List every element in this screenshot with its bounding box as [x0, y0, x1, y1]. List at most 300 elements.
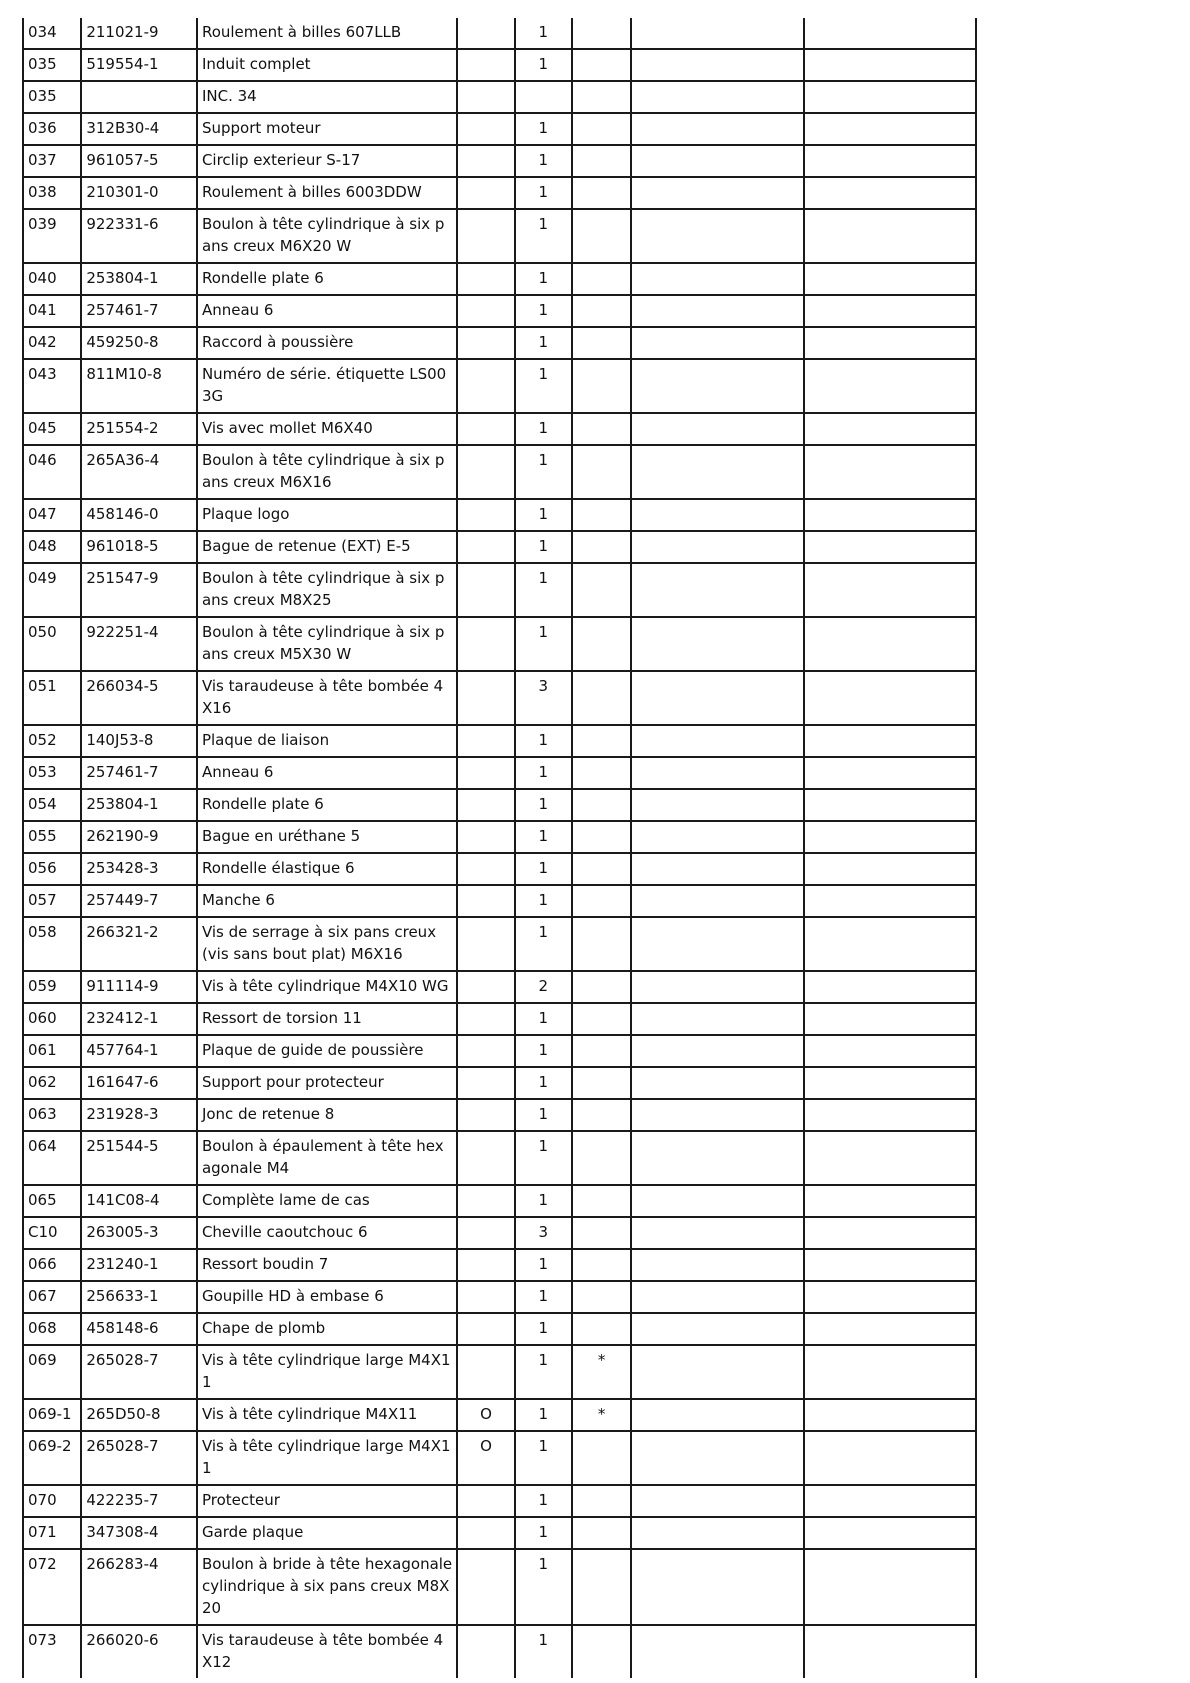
item-number-cell: 038 — [23, 177, 81, 209]
option-mark-cell — [457, 1625, 514, 1678]
remarks-cell — [631, 821, 804, 853]
option-mark-cell — [457, 81, 514, 113]
item-number-cell: 067 — [23, 1281, 81, 1313]
item-number-cell: 043 — [23, 359, 81, 413]
item-number-cell: 037 — [23, 145, 81, 177]
part-number-cell: 257461-7 — [81, 295, 197, 327]
description-cell: Complète lame de cas — [197, 1185, 457, 1217]
quantity-cell: 1 — [515, 1431, 572, 1485]
item-number-cell: 039 — [23, 209, 81, 263]
part-number-cell: 256633-1 — [81, 1281, 197, 1313]
option-mark-cell — [457, 531, 514, 563]
description-cell: Roulement à billes 6003DDW — [197, 177, 457, 209]
table-row — [23, 1549, 976, 1625]
parts-table-body — [23, 18, 976, 1678]
extra-cell — [804, 1549, 976, 1625]
extra-cell — [804, 49, 976, 81]
quantity-cell: 1 — [515, 145, 572, 177]
remarks-cell — [631, 18, 804, 49]
option-mark-cell: O — [457, 1399, 514, 1431]
part-number-cell: 251544-5 — [81, 1131, 197, 1185]
note-mark-cell — [572, 1035, 631, 1067]
extra-cell — [804, 413, 976, 445]
part-number-cell: 265A36-4 — [81, 445, 197, 499]
option-mark-cell — [457, 1067, 514, 1099]
quantity-cell: 1 — [515, 1185, 572, 1217]
extra-cell — [804, 1517, 976, 1549]
description-cell: Vis à tête cylindrique large M4X11 — [197, 1431, 457, 1485]
table-row — [23, 295, 976, 327]
part-number-cell: 141C08-4 — [81, 1185, 197, 1217]
quantity-cell: 1 — [515, 499, 572, 531]
extra-cell — [804, 1099, 976, 1131]
note-mark-cell — [572, 1099, 631, 1131]
note-mark-cell — [572, 1131, 631, 1185]
quantity-cell: 1 — [515, 1625, 572, 1678]
description-cell: Bague en uréthane 5 — [197, 821, 457, 853]
part-number-cell — [81, 81, 197, 113]
table-row — [23, 113, 976, 145]
item-number-cell: 034 — [23, 18, 81, 49]
option-mark-cell — [457, 1345, 514, 1399]
remarks-cell — [631, 1313, 804, 1345]
item-number-cell: 041 — [23, 295, 81, 327]
item-number-cell: 059 — [23, 971, 81, 1003]
remarks-cell — [631, 327, 804, 359]
item-number-cell: 045 — [23, 413, 81, 445]
item-number-cell: 060 — [23, 1003, 81, 1035]
extra-cell — [804, 821, 976, 853]
part-number-cell: 266020-6 — [81, 1625, 197, 1678]
extra-cell — [804, 81, 976, 113]
remarks-cell — [631, 81, 804, 113]
option-mark-cell — [457, 1131, 514, 1185]
remarks-cell — [631, 757, 804, 789]
description-cell: Plaque de liaison — [197, 725, 457, 757]
extra-cell — [804, 445, 976, 499]
description-cell: Rondelle plate 6 — [197, 263, 457, 295]
option-mark-cell — [457, 1549, 514, 1625]
description-cell: Support pour protecteur — [197, 1067, 457, 1099]
table-row — [23, 853, 976, 885]
part-number-cell: 253804-1 — [81, 789, 197, 821]
extra-cell — [804, 1281, 976, 1313]
option-mark-cell — [457, 1281, 514, 1313]
description-cell: Boulon à tête cylindrique à six pans creux M6X20 W — [197, 209, 457, 263]
item-number-cell: 063 — [23, 1099, 81, 1131]
quantity-cell: 1 — [515, 295, 572, 327]
table-row — [23, 1035, 976, 1067]
part-number-cell: 262190-9 — [81, 821, 197, 853]
remarks-cell — [631, 1185, 804, 1217]
part-number-cell: 263005-3 — [81, 1217, 197, 1249]
option-mark-cell — [457, 413, 514, 445]
quantity-cell: 1 — [515, 1517, 572, 1549]
option-mark-cell — [457, 1217, 514, 1249]
table-row — [23, 1185, 976, 1217]
option-mark-cell — [457, 1485, 514, 1517]
quantity-cell: 1 — [515, 1281, 572, 1313]
item-number-cell: 047 — [23, 499, 81, 531]
item-number-cell: 064 — [23, 1131, 81, 1185]
note-mark-cell — [572, 177, 631, 209]
extra-cell — [804, 113, 976, 145]
note-mark-cell — [572, 1067, 631, 1099]
remarks-cell — [631, 263, 804, 295]
description-cell: Boulon à bride à tête hexagonale cylindrique à six pans creux M8X20 — [197, 1549, 457, 1625]
note-mark-cell — [572, 327, 631, 359]
table-row — [23, 499, 976, 531]
option-mark-cell — [457, 971, 514, 1003]
part-number-cell: 231240-1 — [81, 1249, 197, 1281]
note-mark-cell — [572, 1185, 631, 1217]
table-row — [23, 789, 976, 821]
extra-cell — [804, 1035, 976, 1067]
remarks-cell — [631, 413, 804, 445]
extra-cell — [804, 1217, 976, 1249]
table-row — [23, 177, 976, 209]
table-row — [23, 1281, 976, 1313]
item-number-cell: 073 — [23, 1625, 81, 1678]
option-mark-cell — [457, 327, 514, 359]
quantity-cell: 1 — [515, 853, 572, 885]
extra-cell — [804, 757, 976, 789]
note-mark-cell — [572, 445, 631, 499]
note-mark-cell — [572, 145, 631, 177]
remarks-cell — [631, 671, 804, 725]
description-cell: Boulon à tête cylindrique à six pans creux M8X25 — [197, 563, 457, 617]
quantity-cell: 1 — [515, 1485, 572, 1517]
table-row — [23, 81, 976, 113]
remarks-cell — [631, 1485, 804, 1517]
table-row — [23, 671, 976, 725]
note-mark-cell — [572, 1281, 631, 1313]
table-row — [23, 1345, 976, 1399]
option-mark-cell — [457, 209, 514, 263]
option-mark-cell — [457, 145, 514, 177]
part-number-cell: 253428-3 — [81, 853, 197, 885]
option-mark-cell — [457, 563, 514, 617]
table-row — [23, 18, 976, 49]
option-mark-cell — [457, 113, 514, 145]
note-mark-cell — [572, 1217, 631, 1249]
note-mark-cell — [572, 563, 631, 617]
table-row — [23, 1099, 976, 1131]
quantity-cell: 1 — [515, 1345, 572, 1399]
quantity-cell: 1 — [515, 1067, 572, 1099]
extra-cell — [804, 789, 976, 821]
remarks-cell — [631, 295, 804, 327]
extra-cell — [804, 917, 976, 971]
extra-cell — [804, 1313, 976, 1345]
part-number-cell: 457764-1 — [81, 1035, 197, 1067]
item-number-cell: 068 — [23, 1313, 81, 1345]
item-number-cell: 053 — [23, 757, 81, 789]
remarks-cell — [631, 1035, 804, 1067]
table-row — [23, 1067, 976, 1099]
table-row — [23, 1485, 976, 1517]
part-number-cell: 265D50-8 — [81, 1399, 197, 1431]
extra-cell — [804, 1003, 976, 1035]
item-number-cell: 042 — [23, 327, 81, 359]
note-mark-cell — [572, 81, 631, 113]
note-mark-cell — [572, 617, 631, 671]
remarks-cell — [631, 145, 804, 177]
extra-cell — [804, 1249, 976, 1281]
quantity-cell: 1 — [515, 1131, 572, 1185]
part-number-cell: 922251-4 — [81, 617, 197, 671]
remarks-cell — [631, 1345, 804, 1399]
quantity-cell: 1 — [515, 1099, 572, 1131]
part-number-cell: 347308-4 — [81, 1517, 197, 1549]
description-cell: Protecteur — [197, 1485, 457, 1517]
item-number-cell: 061 — [23, 1035, 81, 1067]
note-mark-cell — [572, 1003, 631, 1035]
part-number-cell: 458148-6 — [81, 1313, 197, 1345]
note-mark-cell — [572, 757, 631, 789]
description-cell: Anneau 6 — [197, 757, 457, 789]
table-row — [23, 1131, 976, 1185]
description-cell: Vis taraudeuse à tête bombée 4X16 — [197, 671, 457, 725]
item-number-cell: 036 — [23, 113, 81, 145]
description-cell: Vis avec mollet M6X40 — [197, 413, 457, 445]
quantity-cell: 1 — [515, 113, 572, 145]
description-cell: Vis à tête cylindrique M4X10 WG — [197, 971, 457, 1003]
note-mark-cell — [572, 821, 631, 853]
table-row — [23, 821, 976, 853]
item-number-cell: 069-1 — [23, 1399, 81, 1431]
remarks-cell — [631, 1003, 804, 1035]
description-cell: Vis à tête cylindrique M4X11 — [197, 1399, 457, 1431]
remarks-cell — [631, 725, 804, 757]
extra-cell — [804, 295, 976, 327]
quantity-cell: 1 — [515, 617, 572, 671]
note-mark-cell — [572, 1625, 631, 1678]
description-cell: Vis de serrage à six pans creux (vis sans bout plat) M6X16 — [197, 917, 457, 971]
extra-cell — [804, 853, 976, 885]
quantity-cell: 1 — [515, 263, 572, 295]
quantity-cell: 1 — [515, 531, 572, 563]
remarks-cell — [631, 359, 804, 413]
note-mark-cell — [572, 885, 631, 917]
option-mark-cell — [457, 445, 514, 499]
note-mark-cell — [572, 917, 631, 971]
quantity-cell: 3 — [515, 671, 572, 725]
part-number-cell: 811M10-8 — [81, 359, 197, 413]
option-mark-cell — [457, 1313, 514, 1345]
description-cell: Raccord à poussière — [197, 327, 457, 359]
table-row — [23, 359, 976, 413]
remarks-cell — [631, 1549, 804, 1625]
remarks-cell — [631, 49, 804, 81]
part-number-cell: 257461-7 — [81, 757, 197, 789]
remarks-cell — [631, 1399, 804, 1431]
option-mark-cell — [457, 1003, 514, 1035]
extra-cell — [804, 1345, 976, 1399]
remarks-cell — [631, 1067, 804, 1099]
part-number-cell: 210301-0 — [81, 177, 197, 209]
description-cell: Boulon à tête cylindrique à six pans creux M6X16 — [197, 445, 457, 499]
quantity-cell: 1 — [515, 49, 572, 81]
description-cell: Goupille HD à embase 6 — [197, 1281, 457, 1313]
remarks-cell — [631, 563, 804, 617]
remarks-cell — [631, 1431, 804, 1485]
remarks-cell — [631, 1517, 804, 1549]
table-row — [23, 617, 976, 671]
description-cell: INC. 34 — [197, 81, 457, 113]
option-mark-cell — [457, 295, 514, 327]
part-number-cell: 161647-6 — [81, 1067, 197, 1099]
option-mark-cell — [457, 359, 514, 413]
description-cell: Anneau 6 — [197, 295, 457, 327]
table-row — [23, 445, 976, 499]
table-row — [23, 1625, 976, 1678]
note-mark-cell — [572, 1249, 631, 1281]
note-mark-cell — [572, 113, 631, 145]
description-cell: Bague de retenue (EXT) E-5 — [197, 531, 457, 563]
table-row — [23, 971, 976, 1003]
extra-cell — [804, 617, 976, 671]
item-number-cell: 066 — [23, 1249, 81, 1281]
extra-cell — [804, 177, 976, 209]
extra-cell — [804, 725, 976, 757]
note-mark-cell — [572, 295, 631, 327]
part-number-cell: 265028-7 — [81, 1431, 197, 1485]
remarks-cell — [631, 1099, 804, 1131]
description-cell: Ressort boudin 7 — [197, 1249, 457, 1281]
part-number-cell: 231928-3 — [81, 1099, 197, 1131]
table-row — [23, 757, 976, 789]
note-mark-cell — [572, 789, 631, 821]
remarks-cell — [631, 1249, 804, 1281]
remarks-cell — [631, 113, 804, 145]
option-mark-cell — [457, 821, 514, 853]
option-mark-cell — [457, 917, 514, 971]
description-cell: Plaque logo — [197, 499, 457, 531]
part-number-cell: 257449-7 — [81, 885, 197, 917]
item-number-cell: 057 — [23, 885, 81, 917]
option-mark-cell — [457, 1185, 514, 1217]
part-number-cell: 232412-1 — [81, 1003, 197, 1035]
table-row — [23, 1313, 976, 1345]
extra-cell — [804, 531, 976, 563]
part-number-cell: 251547-9 — [81, 563, 197, 617]
option-mark-cell — [457, 725, 514, 757]
description-cell: Jonc de retenue 8 — [197, 1099, 457, 1131]
parts-table — [22, 18, 977, 1678]
quantity-cell: 1 — [515, 18, 572, 49]
item-number-cell: 056 — [23, 853, 81, 885]
item-number-cell: 058 — [23, 917, 81, 971]
description-cell: Cheville caoutchouc 6 — [197, 1217, 457, 1249]
table-row — [23, 725, 976, 757]
extra-cell — [804, 971, 976, 1003]
part-number-cell: 266034-5 — [81, 671, 197, 725]
description-cell: Roulement à billes 607LLB — [197, 18, 457, 49]
note-mark-cell — [572, 1549, 631, 1625]
table-row — [23, 1399, 976, 1431]
part-number-cell: 253804-1 — [81, 263, 197, 295]
quantity-cell: 1 — [515, 1313, 572, 1345]
description-cell: Ressort de torsion 11 — [197, 1003, 457, 1035]
option-mark-cell — [457, 499, 514, 531]
note-mark-cell — [572, 499, 631, 531]
option-mark-cell — [457, 49, 514, 81]
description-cell: Chape de plomb — [197, 1313, 457, 1345]
extra-cell — [804, 1431, 976, 1485]
note-mark-cell — [572, 853, 631, 885]
table-row — [23, 209, 976, 263]
description-cell: Rondelle élastique 6 — [197, 853, 457, 885]
table-row — [23, 885, 976, 917]
table-row — [23, 1517, 976, 1549]
item-number-cell: 051 — [23, 671, 81, 725]
item-number-cell: 070 — [23, 1485, 81, 1517]
part-number-cell: 266321-2 — [81, 917, 197, 971]
part-number-cell: 140J53-8 — [81, 725, 197, 757]
remarks-cell — [631, 1131, 804, 1185]
note-mark-cell — [572, 971, 631, 1003]
extra-cell — [804, 209, 976, 263]
item-number-cell: 035 — [23, 81, 81, 113]
option-mark-cell — [457, 617, 514, 671]
item-number-cell: 040 — [23, 263, 81, 295]
option-mark-cell — [457, 853, 514, 885]
table-row — [23, 1249, 976, 1281]
option-mark-cell — [457, 177, 514, 209]
remarks-cell — [631, 1625, 804, 1678]
part-number-cell: 961057-5 — [81, 145, 197, 177]
extra-cell — [804, 563, 976, 617]
option-mark-cell — [457, 18, 514, 49]
quantity-cell: 1 — [515, 445, 572, 499]
extra-cell — [804, 18, 976, 49]
quantity-cell: 1 — [515, 1003, 572, 1035]
option-mark-cell — [457, 1517, 514, 1549]
option-mark-cell — [457, 885, 514, 917]
quantity-cell: 1 — [515, 821, 572, 853]
table-row — [23, 49, 976, 81]
part-number-cell: 922331-6 — [81, 209, 197, 263]
note-mark-cell — [572, 209, 631, 263]
part-number-cell: 266283-4 — [81, 1549, 197, 1625]
remarks-cell — [631, 617, 804, 671]
extra-cell — [804, 885, 976, 917]
table-row — [23, 327, 976, 359]
note-mark-cell — [572, 725, 631, 757]
quantity-cell: 1 — [515, 1035, 572, 1067]
option-mark-cell — [457, 757, 514, 789]
table-row — [23, 1003, 976, 1035]
table-row — [23, 145, 976, 177]
extra-cell — [804, 671, 976, 725]
item-number-cell: 046 — [23, 445, 81, 499]
item-number-cell: 055 — [23, 821, 81, 853]
item-number-cell: 071 — [23, 1517, 81, 1549]
item-number-cell: 049 — [23, 563, 81, 617]
note-mark-cell — [572, 531, 631, 563]
description-cell: Rondelle plate 6 — [197, 789, 457, 821]
remarks-cell — [631, 917, 804, 971]
quantity-cell: 1 — [515, 209, 572, 263]
part-number-cell: 961018-5 — [81, 531, 197, 563]
item-number-cell: 048 — [23, 531, 81, 563]
remarks-cell — [631, 853, 804, 885]
description-cell: Boulon à tête cylindrique à six pans creux M5X30 W — [197, 617, 457, 671]
description-cell: Garde plaque — [197, 1517, 457, 1549]
extra-cell — [804, 1625, 976, 1678]
note-mark-cell — [572, 1485, 631, 1517]
